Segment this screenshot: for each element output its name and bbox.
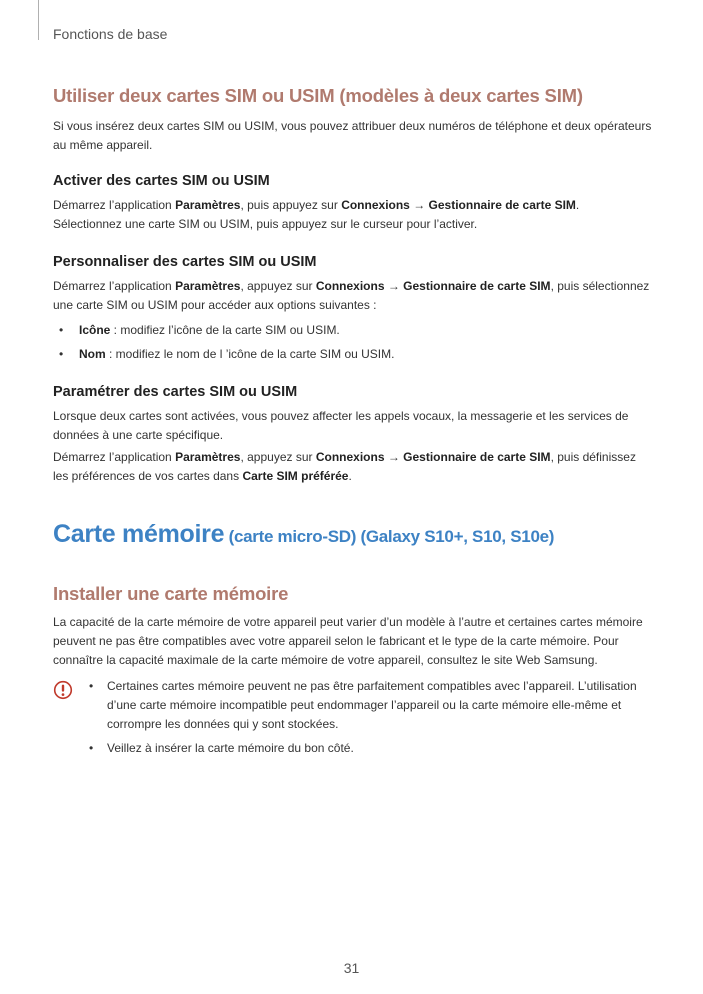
caution-note (53, 677, 653, 758)
section-title-dual-sim: Utiliser deux cartes SIM ou USIM (modèles à deux cartes SIM) (53, 85, 583, 106)
header-rule (38, 0, 39, 40)
page-content (53, 84, 653, 758)
caution-list (89, 677, 653, 758)
chapter-subtitle: (carte micro-SD) (Galaxy S10+, S10, S10e) (224, 527, 555, 546)
caution-icon (53, 680, 73, 700)
settings-instruction: Démarrez l’application Paramètres, appuyez sur Connexions → Gestionnaire de carte SIM, puis définissez les préférences de vos cartes dans Carte SIM préférée. (53, 450, 636, 483)
subsection-title-settings: Paramétrer des cartes SIM ou USIM (53, 384, 298, 400)
chapter-title-memory-card: Carte mémoire (carte micro-SD) (Galaxy S10+, S10, S10e) (53, 520, 555, 548)
activate-instruction: Démarrez l’application Paramètres, puis appuyez sur Connexions → Gestionnaire de carte SIM. (53, 198, 580, 212)
activate-instruction-2: Sélectionnez une carte SIM ou USIM, puis appuyez sur le curseur pour l’activer. (53, 217, 478, 231)
subsection-title-activate: Activer des cartes SIM ou USIM (53, 173, 270, 189)
dual-sim-intro: Si vous insérez deux cartes SIM ou USIM, vous pouvez attribuer deux numéros de téléphone et deux opérateurs au même appareil. (53, 119, 652, 152)
section-title-install: Installer une carte mémoire (53, 583, 289, 604)
caution-item-orientation: • Veillez à insérer la carte mémoire du bon côté. (89, 741, 354, 755)
list-item-icon-option: • Icône : modifiez l’icône de la carte SIM ou USIM. (59, 323, 340, 337)
subsection-title-personalize: Personnaliser des cartes SIM ou USIM (53, 254, 317, 270)
page-number: 31 (343, 960, 360, 976)
caution-item-compatibility: • Certaines cartes mémoire peuvent ne pas être parfaitement compatibles avec l’appareil. L’utilisation d’une carte mémoire incompatible peut endommager l’appareil ou la carte mémoire elle-même et corrompre les données qui y sont stockées. (89, 679, 637, 731)
running-header: Fonctions de base (53, 26, 168, 42)
personalize-instruction: Démarrez l’application Paramètres, appuyez sur Connexions → Gestionnaire de carte SIM, puis sélectionnez une carte SIM ou USIM pour accéder aux options suivantes : (53, 279, 650, 312)
settings-description: Lorsque deux cartes sont activées, vous pouvez affecter les appels vocaux, la messagerie et les services de données à une carte spécifique. (53, 409, 629, 442)
list-item-name-option: • Nom : modifiez le nom de l ’icône de la carte SIM ou USIM. (59, 347, 395, 361)
personalize-options-list (53, 321, 653, 364)
install-description: La capacité de la carte mémoire de votre appareil peut varier d’un modèle à l’autre et certaines cartes mémoire peuvent ne pas être compatibles avec votre appareil selon le fabricant et le type de la carte mémoire. Pour connaître la capacité maximale de la carte mémoire de votre appareil, consultez le site Web Samsung. (53, 615, 643, 667)
